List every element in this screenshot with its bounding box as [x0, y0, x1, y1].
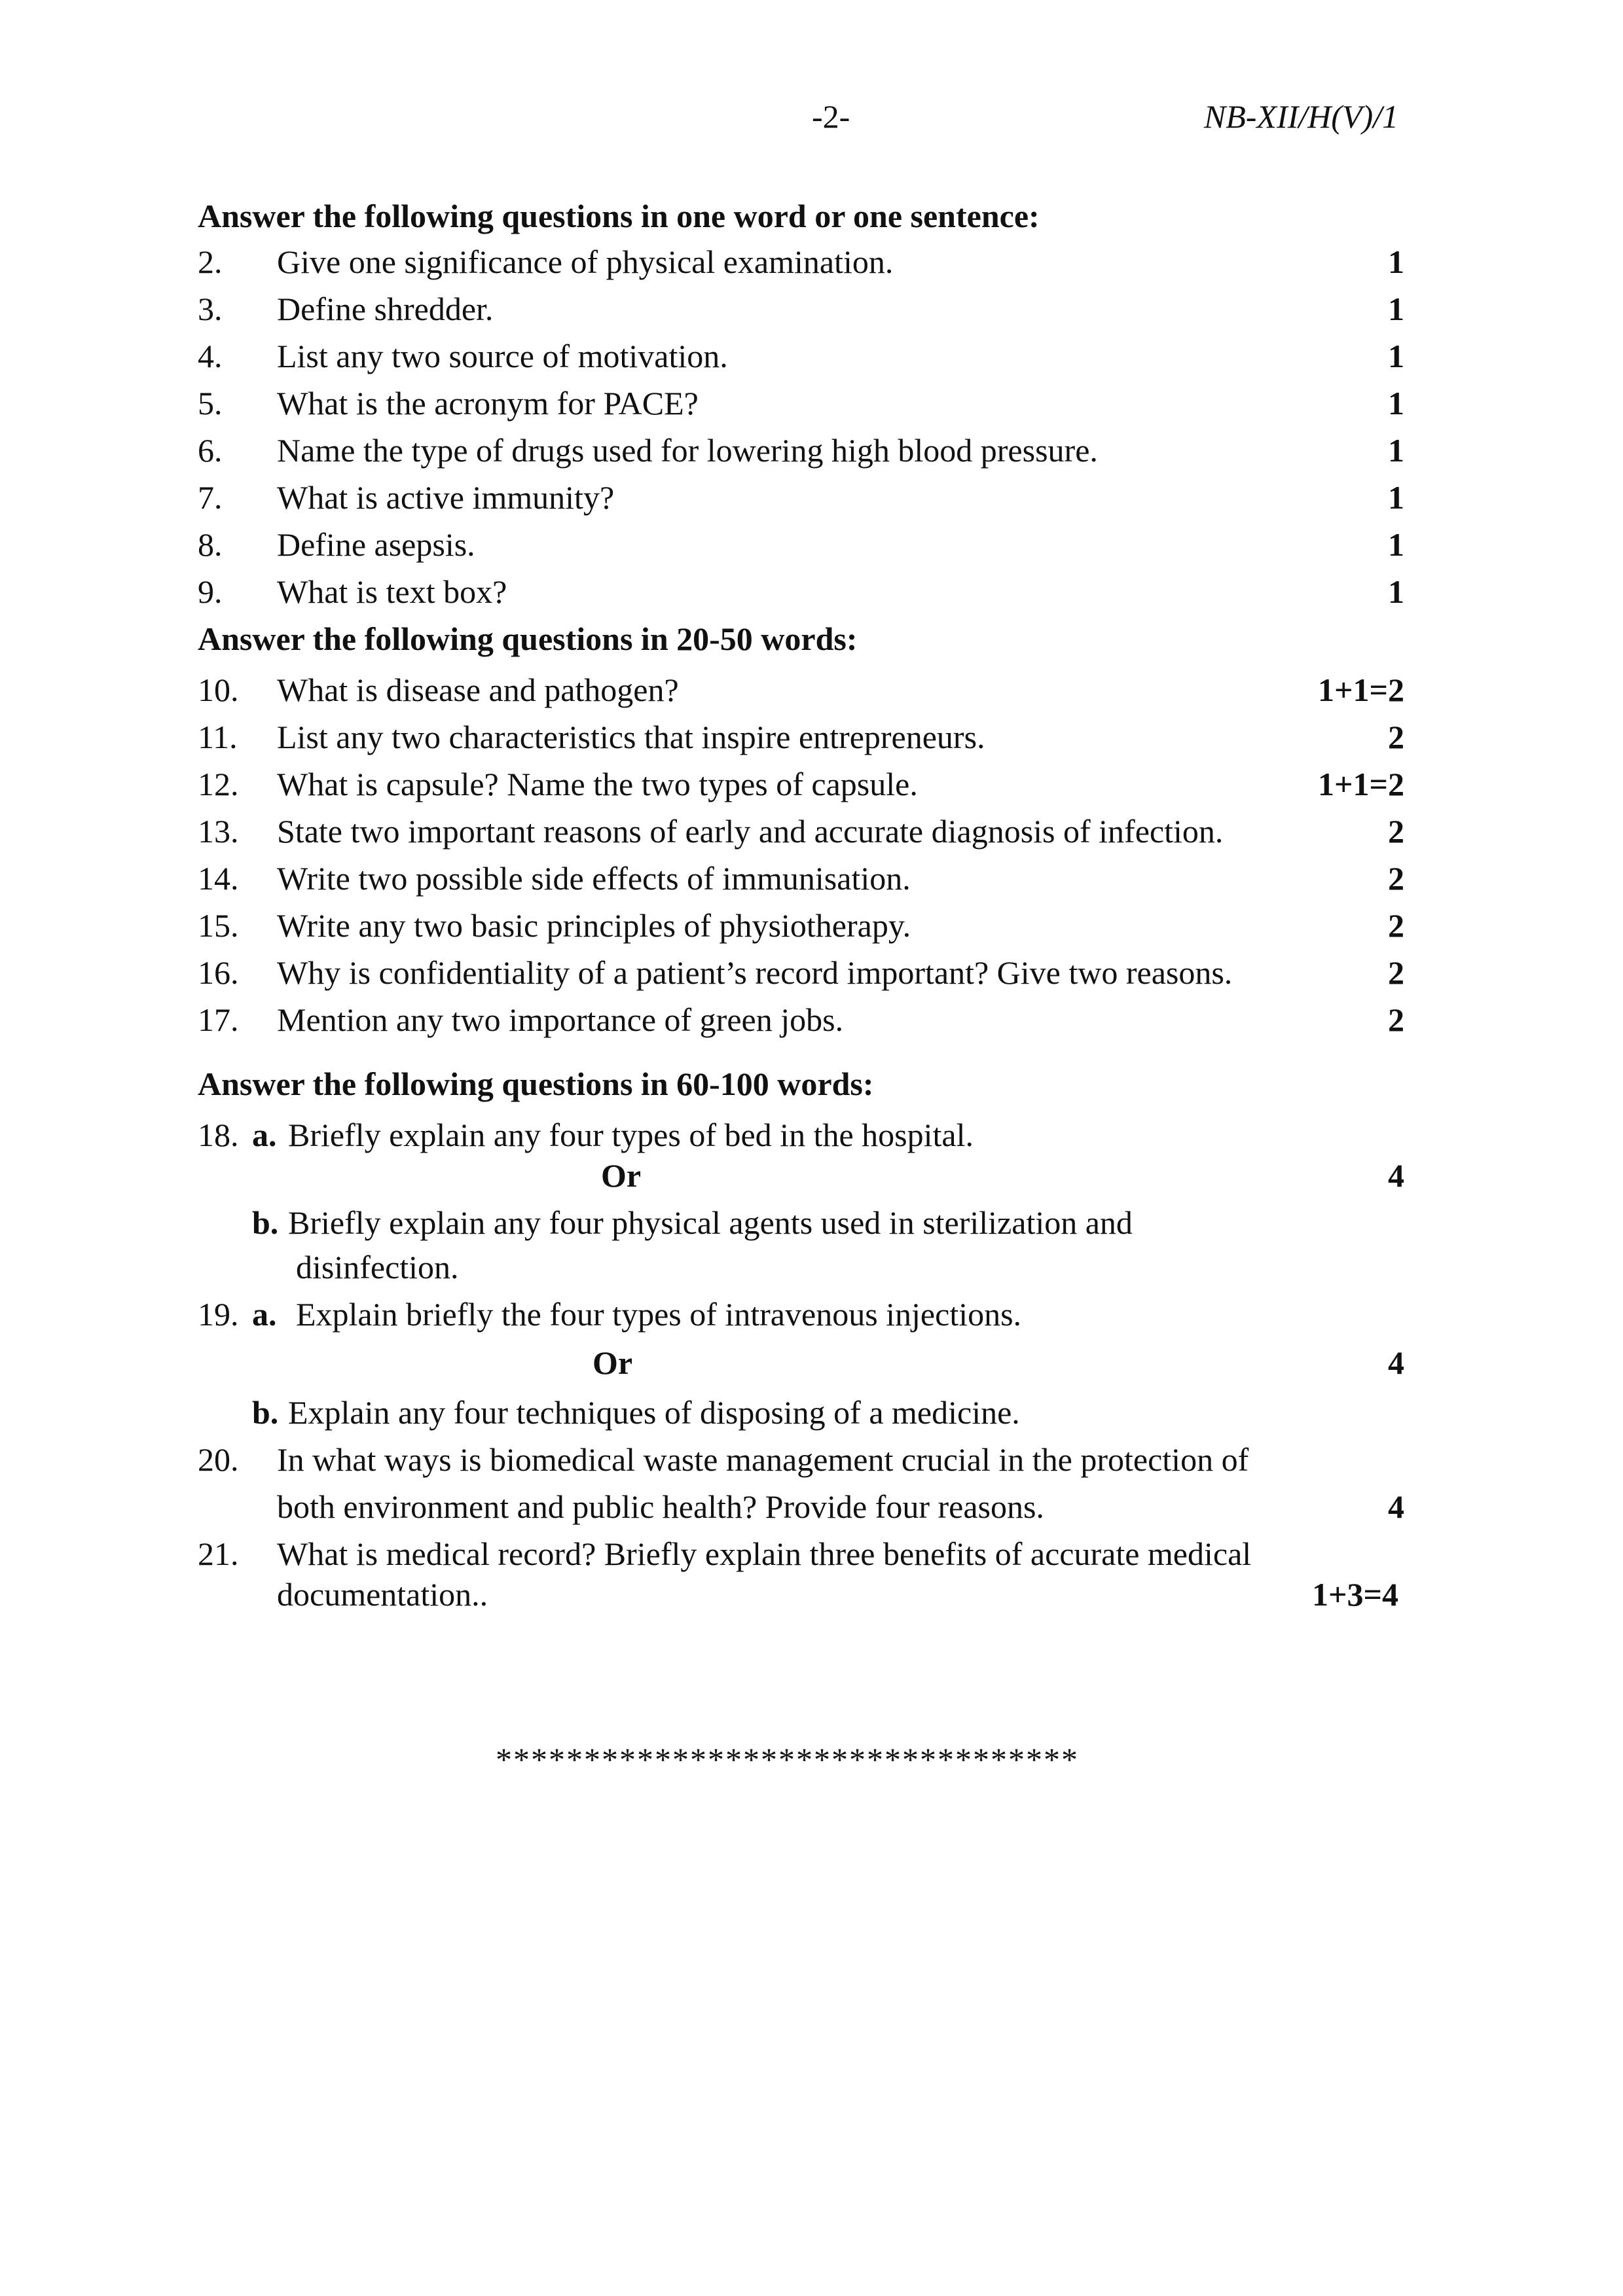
- question-text: Write two possible side effects of immunisation.: [277, 860, 911, 897]
- option-b-text-continued: disinfection.: [296, 1249, 459, 1285]
- question-text: In what ways is biomedical waste management crucial in the protection of: [277, 1441, 1249, 1478]
- paper-code: NB-XII/H(V)/1: [1203, 98, 1398, 135]
- question-marks: 1: [1388, 526, 1404, 563]
- question-number: 10.: [198, 672, 239, 708]
- question-text: Name the type of drugs used for lowering high blood pressure.: [277, 432, 1098, 469]
- question-marks: 1: [1388, 385, 1404, 422]
- question-number: 15.: [198, 907, 239, 944]
- question-marks: 4: [1388, 1344, 1404, 1381]
- question-number: 7.: [198, 479, 223, 516]
- question-marks: 2: [1388, 954, 1404, 991]
- question-text: Write any two basic principles of physiotherapy.: [277, 907, 911, 944]
- question-number: 11.: [198, 719, 238, 755]
- question-number: 18.: [198, 1117, 239, 1153]
- question-text: Why is confidentiality of a patient’s record important? Give two reasons.: [277, 954, 1233, 991]
- question-text: What is the acronym for PACE?: [277, 385, 699, 422]
- section-heading-2: Answer the following questions in 20-50 words:: [198, 620, 858, 657]
- question-number: 21.: [198, 1535, 239, 1572]
- question-number: 12.: [198, 766, 239, 802]
- question-marks: 1+1=2: [1318, 766, 1404, 802]
- end-of-paper-divider: *********************************: [496, 1741, 1079, 1778]
- question-text: What is text box?: [277, 573, 507, 610]
- question-marks: 1: [1388, 432, 1404, 469]
- question-marks: 1: [1388, 338, 1404, 374]
- question-text: What is active immunity?: [277, 479, 615, 516]
- question-text: Give one significance of physical examination.: [277, 243, 894, 280]
- question-number: 6.: [198, 432, 223, 469]
- question-marks: 2: [1388, 813, 1404, 850]
- question-marks: 1: [1388, 243, 1404, 280]
- question-number: 2.: [198, 243, 223, 280]
- or-divider: Or: [593, 1344, 633, 1381]
- option-a-text: Explain briefly the four types of intravenous injections.: [296, 1296, 1022, 1333]
- question-text-continued: documentation..: [277, 1576, 488, 1613]
- question-text: List any two characteristics that inspire entrepreneurs.: [277, 719, 985, 755]
- question-marks: 1: [1388, 573, 1404, 610]
- question-text: Define asepsis.: [277, 526, 475, 563]
- question-text: What is medical record? Briefly explain three benefits of accurate medical: [277, 1535, 1252, 1572]
- option-a-text: Briefly explain any four types of bed in the hospital.: [288, 1117, 974, 1153]
- question-number: 8.: [198, 526, 223, 563]
- question-number: 14.: [198, 860, 239, 897]
- option-b-label: b.: [252, 1394, 279, 1431]
- question-marks: 1: [1388, 291, 1404, 327]
- question-text: What is capsule? Name the two types of capsule.: [277, 766, 918, 802]
- question-marks: 1+1=2: [1318, 672, 1404, 708]
- or-divider: Or: [601, 1157, 642, 1194]
- question-text: State two important reasons of early and accurate diagnosis of infection.: [277, 813, 1224, 850]
- question-number: 5.: [198, 385, 223, 422]
- question-number: 4.: [198, 338, 223, 374]
- question-text: What is disease and pathogen?: [277, 672, 679, 708]
- question-number: 19.: [198, 1296, 239, 1333]
- option-b-label: b.: [252, 1204, 279, 1241]
- section-heading-3: Answer the following questions in 60-100 words:: [198, 1066, 874, 1102]
- question-number: 20.: [198, 1441, 239, 1478]
- question-number: 16.: [198, 954, 239, 991]
- question-marks: 2: [1388, 719, 1404, 755]
- option-a-label: a.: [252, 1117, 277, 1153]
- question-number: 9.: [198, 573, 223, 610]
- question-text: Define shredder.: [277, 291, 494, 327]
- question-text: Mention any two importance of green jobs.: [277, 1001, 844, 1038]
- section-heading-1: Answer the following questions in one word or one sentence:: [198, 198, 1040, 234]
- question-marks: 1: [1388, 479, 1404, 516]
- question-text-continued: both environment and public health? Provide four reasons.: [277, 1488, 1044, 1525]
- option-b-text: Explain any four techniques of disposing of a medicine.: [288, 1394, 1020, 1431]
- page-number: -2-: [812, 98, 850, 135]
- question-number: 13.: [198, 813, 239, 850]
- question-number: 17.: [198, 1001, 239, 1038]
- question-number: 3.: [198, 291, 223, 327]
- option-a-label: a.: [252, 1296, 277, 1333]
- question-text: List any two source of motivation.: [277, 338, 728, 374]
- question-marks: 4: [1388, 1488, 1404, 1525]
- question-marks: 2: [1388, 907, 1404, 944]
- question-marks: 1+3=4: [1312, 1576, 1398, 1613]
- option-b-text: Briefly explain any four physical agents used in sterilization and: [288, 1204, 1133, 1241]
- question-marks: 2: [1388, 1001, 1404, 1038]
- question-marks: 4: [1388, 1157, 1404, 1194]
- question-marks: 2: [1388, 860, 1404, 897]
